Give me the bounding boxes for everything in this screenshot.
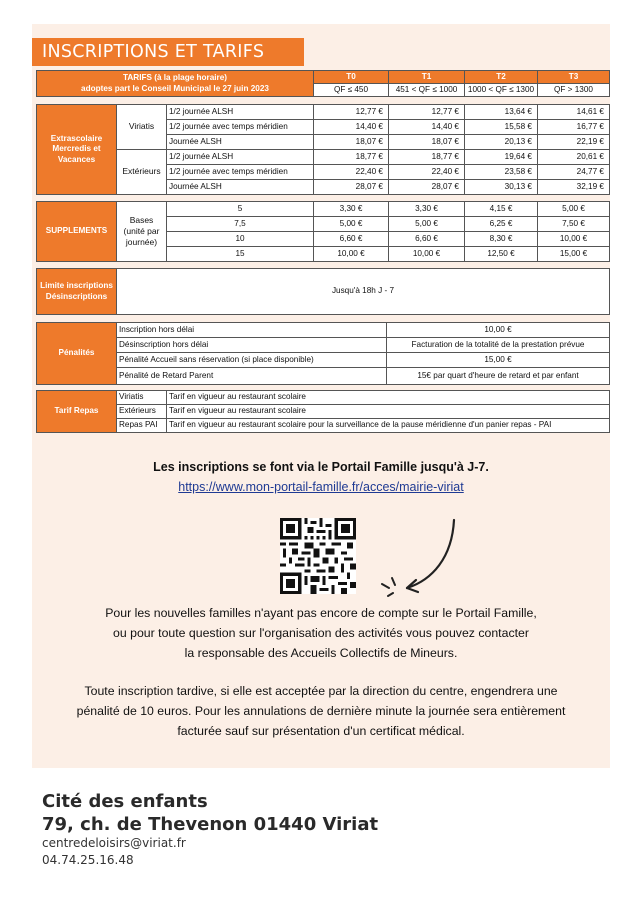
price-cell: 5,00 € [314, 217, 389, 232]
price-cell: 12,50 € [465, 247, 538, 262]
price-cell: 18,07 € [389, 135, 465, 150]
repas-desc: Tarif en vigueur au restaurant scolaire [167, 405, 610, 419]
price-cell: 13,64 € [465, 105, 538, 120]
price-cell: 10,00 € [389, 247, 465, 262]
repas-who: Viriatis [117, 391, 167, 405]
price-cell: 5,00 € [538, 202, 610, 217]
price-cell: 20,13 € [465, 135, 538, 150]
row-desc: 1/2 journée avec temps méridien [167, 165, 314, 180]
price-cell: 19,64 € [465, 150, 538, 165]
col-qf-t0: QF ≤ 450 [314, 84, 389, 97]
price-cell: 6,60 € [314, 232, 389, 247]
price-cell: 32,19 € [538, 180, 610, 195]
price-cell: 14,61 € [538, 105, 610, 120]
col-code-t1: T1 [389, 71, 465, 84]
supplements-table [36, 201, 610, 262]
base-cell: 15 [167, 247, 314, 262]
footer-phone[interactable]: 04.74.25.16.48 [42, 853, 134, 867]
price-cell: 14,40 € [389, 120, 465, 135]
contact-paragraph: Pour les nouvelles familles n'ayant pas encore de compte sur le Portail Famille, ou pour toute question sur l'organisation des activités vous pouvez contacter la responsable des Accueils Collectifs de Mineurs. [105, 606, 537, 660]
price-cell: 18,77 € [389, 150, 465, 165]
price-cell: 18,07 € [314, 135, 389, 150]
tarifs-heading: TARIFS (à la plage horaire) adoptes part le Conseil Municipal le 27 juin 2023 [37, 71, 314, 97]
supplements-label: SUPPLEMENTS [37, 202, 117, 262]
penalite-desc: Désinscription hors délai [117, 338, 387, 353]
price-cell: 30,13 € [465, 180, 538, 195]
base-cell: 10 [167, 232, 314, 247]
price-cell: 15,58 € [465, 120, 538, 135]
price-cell: 6,60 € [389, 232, 465, 247]
limite-label: Limite inscriptions Désinscriptions [37, 269, 117, 315]
row-desc: Journée ALSH [167, 180, 314, 195]
limite-table [36, 268, 610, 315]
footer-name: Cité des enfants [42, 791, 208, 812]
exterieurs-label: Extérieurs [117, 150, 167, 195]
price-cell: 10,00 € [538, 232, 610, 247]
price-cell: 3,30 € [389, 202, 465, 217]
repas-table [36, 390, 610, 433]
tarifs-header-table [36, 70, 610, 97]
col-code-t0: T0 [314, 71, 389, 84]
penalite-desc: Inscription hors délai [117, 323, 387, 338]
base-cell: 7,5 [167, 217, 314, 232]
price-cell: 5,00 € [389, 217, 465, 232]
col-code-t2: T2 [465, 71, 538, 84]
row-desc: 1/2 journée avec temps méridien [167, 120, 314, 135]
price-cell: 18,77 € [314, 150, 389, 165]
bases-label: Bases (unité par journée) [117, 202, 167, 262]
portail-text: Les inscriptions se font via le Portail Famille jusqu'à J-7. [153, 460, 489, 474]
price-cell: 7,50 € [538, 217, 610, 232]
price-cell: 16,77 € [538, 120, 610, 135]
repas-desc: Tarif en vigueur au restaurant scolaire pour la surveillance de la pause méridienne d'un panier repas - PAI [167, 419, 610, 433]
penalite-desc: Pénalité Accueil sans réservation (si place disponible) [117, 353, 387, 368]
extrascolaire-label: Extrascolaire Mercredis et Vacances [37, 105, 117, 195]
col-qf-t2: 1000 < QF ≤ 1300 [465, 84, 538, 97]
limite-value: Jusqu'à 18h J - 7 [117, 269, 610, 315]
col-qf-t1: 451 < QF ≤ 1000 [389, 84, 465, 97]
penalites-label: Pénalités [37, 323, 117, 385]
row-desc: 1/2 journée ALSH [167, 105, 314, 120]
price-cell: 3,30 € [314, 202, 389, 217]
penalite-value: 15,00 € [387, 353, 610, 368]
price-cell: 12,77 € [389, 105, 465, 120]
repas-desc: Tarif en vigueur au restaurant scolaire [167, 391, 610, 405]
price-cell: 23,58 € [465, 165, 538, 180]
price-cell: 28,07 € [314, 180, 389, 195]
price-cell: 24,77 € [538, 165, 610, 180]
price-cell: 14,40 € [314, 120, 389, 135]
row-desc: Journée ALSH [167, 135, 314, 150]
price-cell: 22,19 € [538, 135, 610, 150]
col-code-t3: T3 [538, 71, 610, 84]
section-title: INSCRIPTIONS ET TARIFS [32, 38, 304, 66]
base-cell: 5 [167, 202, 314, 217]
price-cell: 8,30 € [465, 232, 538, 247]
footer-email[interactable]: centredeloisirs@viriat.fr [42, 836, 186, 850]
penalty-paragraph: Toute inscription tardive, si elle est acceptée par la direction du centre, engendrera une pénalité de 10 euros. Pour les annulations de dernière minute la journée sera entièrement facturée sauf sur présentation d'un certificat médical. [76, 684, 566, 738]
penalite-value: 15€ par quart d'heure de retard et par enfant [387, 368, 610, 385]
repas-who: Extérieurs [117, 405, 167, 419]
penalite-desc: Pénalité de Retard Parent [117, 368, 387, 385]
repas-who: Repas PAI [117, 419, 167, 433]
portail-link[interactable]: https://www.mon-portail-famille.fr/acces/mairie-viriat [178, 480, 464, 494]
price-cell: 20,61 € [538, 150, 610, 165]
price-cell: 28,07 € [389, 180, 465, 195]
viriatis-label: Viriatis [117, 105, 167, 150]
extrascolaire-table [36, 104, 610, 195]
footer-address: 79, ch. de Thevenon 01440 Viriat [42, 814, 379, 835]
qr-code-icon [280, 518, 356, 594]
row-desc: 1/2 journée ALSH [167, 150, 314, 165]
content-panel [32, 24, 610, 768]
penalite-value: 10,00 € [387, 323, 610, 338]
price-cell: 22,40 € [389, 165, 465, 180]
price-cell: 15,00 € [538, 247, 610, 262]
col-qf-t3: QF > 1300 [538, 84, 610, 97]
penalite-value: Facturation de la totalité de la prestation prévue [387, 338, 610, 353]
penalites-table [36, 322, 610, 385]
price-cell: 6,25 € [465, 217, 538, 232]
price-cell: 10,00 € [314, 247, 389, 262]
repas-label: Tarif Repas [37, 391, 117, 433]
price-cell: 22,40 € [314, 165, 389, 180]
price-cell: 12,77 € [314, 105, 389, 120]
price-cell: 4,15 € [465, 202, 538, 217]
curved-arrow-icon [362, 518, 462, 608]
